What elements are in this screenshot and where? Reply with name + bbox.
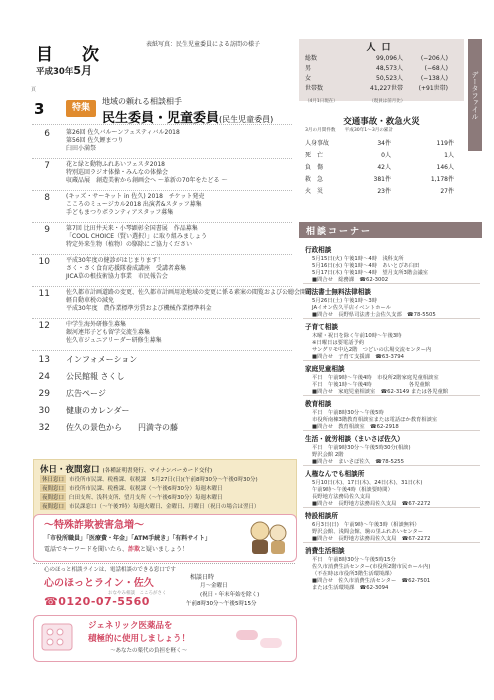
toc-entry-line: こころのミュージカル2018 出演者&スタッフ募集 xyxy=(66,201,202,209)
consult-title: 相談コーナー xyxy=(306,227,373,237)
consult-section-line: ■問合せ 家庭児童相談室 ☎62-3149 または各児童館 xyxy=(312,389,449,395)
consult-section-line: サングリモ中込2階 つどいの広場交流センター内 xyxy=(312,347,432,353)
toc-page-number[interactable]: 6 xyxy=(44,129,50,139)
toc-page-number[interactable]: 9 xyxy=(44,225,50,235)
consult-section-line: 5月26日(土) 午後1時～3時 xyxy=(312,298,378,304)
traffic-column-header: 3月の月間件数 平成30年1～3月の累計 xyxy=(305,128,394,133)
consult-section-title: 行政相談 xyxy=(305,246,332,254)
holiday-row xyxy=(40,484,223,492)
consult-section-line: ■問合せ 長野県司法書士会佐久支部 ☎78-5505 xyxy=(312,312,436,318)
scam-message-pre: 電話でキーワードを聞いたら、 xyxy=(44,546,129,553)
population-cell: 男 xyxy=(305,65,312,72)
toc-page-number[interactable]: 10 xyxy=(38,257,50,267)
heart-line-subtitle: 心のほっと相談ラインは、電話相談のできる窓口です xyxy=(44,567,176,573)
scam-message-post: と疑いましょう！ xyxy=(140,546,189,553)
population-cell: (−138人) xyxy=(420,75,448,82)
toc-entry-line: 第26回 佐久バルーンフェスティバル2018 xyxy=(66,129,180,136)
heart-line-days: 月～金曜日 xyxy=(200,583,228,589)
toc-page-number[interactable]: 24 xyxy=(38,372,50,382)
generic-subtitle: ～あなたの薬代の負担を軽く～ xyxy=(110,648,188,654)
population-note: （4月1日現在） （現員は前月比） xyxy=(305,99,406,104)
divider xyxy=(32,158,292,159)
toc-entry[interactable] xyxy=(66,225,207,249)
holiday-row-value: 市役所市民課、税務課、収税課（～午後6時30分）毎週木曜日 xyxy=(69,486,223,492)
page-title: 目 次 xyxy=(36,45,105,65)
heart-line-exception: (祝日・年末年始を除く) xyxy=(200,592,260,598)
consult-section-line: 午前9時～午後4時（相談要時間） xyxy=(312,487,393,493)
traffic-cell: 死 亡 xyxy=(305,152,324,159)
toc-page-number[interactable]: 32 xyxy=(38,423,50,433)
consult-section-line: 野沢会館、浅間会館、駒の里ふれあいセンター xyxy=(312,529,424,535)
issue-month: 5月 xyxy=(73,64,92,77)
divider xyxy=(303,395,480,396)
toc-entry-line: 平成30年度 農作業標準労賃および機械作業標準料金 xyxy=(66,305,212,313)
consult-section-title: 司法書士無料法律相談 xyxy=(305,288,371,296)
consult-section-title: 生活・就労相談（まいさぽ佐久） xyxy=(305,435,404,443)
consult-section-line: ※日曜日は要電話予約 xyxy=(312,340,365,346)
divider xyxy=(303,360,480,361)
holiday-row xyxy=(40,475,258,483)
population-title: 人口 xyxy=(366,43,397,53)
consult-section-title: 消費生活相談 xyxy=(305,547,345,555)
holiday-row-key: 夜間窓口 xyxy=(42,495,65,501)
consult-section-line: 5月10日(木)、17日(木)、24日(木)、31日(木) xyxy=(312,480,423,486)
toc-entry-line: 特定外来生物（植物）の駆除にご協力ください xyxy=(66,241,193,249)
population-cell: 50,523人 xyxy=(376,75,403,82)
feature-subtitle: 地域の頼れる相談相手 xyxy=(102,97,182,106)
toc-entry-line: 収蔵品展 創造美術から創画会へ ～革新の70年をたどる ～ xyxy=(66,177,228,185)
toc-entry-line: 健康のカレンダー xyxy=(66,406,130,415)
feature-title-paren: (民生児童委員) xyxy=(219,115,274,124)
toc-entry-line: 第7回 比田井天来・小琴顕彰全国書展 作品募集 xyxy=(66,225,198,232)
divider xyxy=(32,350,292,351)
toc-entry-line: 広告ページ xyxy=(66,389,106,398)
traffic-cell: 42人 xyxy=(377,164,391,171)
pill-icon xyxy=(40,620,80,656)
consult-section-line: または生活環境課 ☎62-3094 xyxy=(312,585,389,591)
scam-keywords: 「市役所職員」「医療費・年金」「ATM手続き」「有料サイト」 xyxy=(44,535,211,542)
toc-entry[interactable] xyxy=(66,406,129,417)
toc-entry-line: 公民館報 さくし xyxy=(66,372,125,381)
holiday-row-value: 臼田支所、浅科支所、望月支所（～午後6時30分）毎週木曜日 xyxy=(69,495,223,501)
toc-entry-line: 第56回 佐久鯉まつり xyxy=(66,137,124,145)
consult-section-line: （不在時は市役所3階生活環境課） xyxy=(312,571,395,577)
traffic-cell: 火 災 xyxy=(305,188,324,195)
divider xyxy=(32,286,292,287)
toc-entry-line: 銀河連邦子ども留学交流生募集 xyxy=(66,329,151,337)
toc-entry[interactable] xyxy=(66,423,178,434)
population-cell: 48,573人 xyxy=(376,65,403,72)
consult-section-line: ■問合せ 子育て支援課 ☎63-3794 xyxy=(312,354,405,360)
generic-title-2: 積極的に使用しましょう！ xyxy=(88,634,191,644)
toc-entry-line: 軽自動車税の減免 xyxy=(66,297,115,305)
consult-section-title: 特設相談所 xyxy=(305,512,338,520)
population-row xyxy=(305,73,460,82)
toc-entry-line: 平成30年度の健診がはじまります！ xyxy=(66,257,164,264)
traffic-cell: 負 傷 xyxy=(305,164,324,171)
traffic-row xyxy=(305,174,460,183)
toc-page-number[interactable]: 12 xyxy=(38,321,50,331)
divider xyxy=(32,190,292,191)
consult-section-line: ■問合せ 長野地方法務局佐久支局 ☎67-2272 xyxy=(312,501,431,507)
consult-section-line: 平日 午後1時～午後4時 各児童館 xyxy=(312,382,430,388)
heart-line-hours-label: 相談日時 xyxy=(190,574,215,581)
population-row xyxy=(305,83,460,92)
toc-entry[interactable] xyxy=(66,321,162,345)
toc-entry-line: 中学生海外研修生募集 xyxy=(66,321,127,328)
consult-section-line: 市役所南棟3階教育相談室または電話ほか教育相談室 xyxy=(312,417,438,423)
holiday-row-key: 夜間窓口 xyxy=(42,504,65,510)
toc-entry[interactable] xyxy=(66,129,180,153)
traffic-row xyxy=(305,138,460,147)
traffic-cell: 1人 xyxy=(444,152,454,159)
divider xyxy=(303,465,480,466)
heart-line-reading: おなやみ相談 こころがさく xyxy=(108,591,167,596)
traffic-cell: 人身事故 xyxy=(305,140,330,147)
holiday-note: (各種証明書発行、マイナンバーカード交付) xyxy=(102,468,213,474)
toc-entry[interactable] xyxy=(66,257,186,281)
issue-date xyxy=(36,62,92,78)
traffic-cell: 0人 xyxy=(381,152,391,159)
traffic-cell: 381件 xyxy=(373,176,391,183)
holiday-row xyxy=(40,493,223,501)
consult-section-line: ■問合せ まいさぽ佐久 ☎78-5255 xyxy=(312,459,405,465)
traffic-cell: 23件 xyxy=(377,188,391,195)
issue-year: 平成30年 xyxy=(36,67,74,77)
divider xyxy=(32,254,292,255)
page-column-label: 頁 xyxy=(31,87,37,93)
traffic-cell: 救 急 xyxy=(305,176,324,183)
consult-section-line: ■問合せ 長野地方法務局佐久支局 ☎67-2272 xyxy=(312,536,431,542)
consult-section-line: 長野地方法務局佐久支局 xyxy=(312,494,371,500)
divider xyxy=(303,430,480,431)
generic-title-1: ジェネリック医薬品を xyxy=(88,621,173,631)
population-cell: 99,096人 xyxy=(376,55,403,62)
toc-page-number[interactable]: 30 xyxy=(38,406,50,416)
toc-entry[interactable] xyxy=(66,161,227,185)
consult-section-line: 5月16日(水) 午後1時～4時 あいとぴあ臼田 xyxy=(312,263,420,269)
consult-section-line: 6月3日(日) 午前9時～午後3時（相談無料） xyxy=(312,522,420,528)
scam-title: ～特殊詐欺被害急増～ xyxy=(44,520,144,531)
holiday-title-text: 休日・夜間窓口 xyxy=(40,465,100,475)
consult-section-line: 木曜・祝日を除く午前10時～午後3時 xyxy=(312,333,402,339)
holiday-row xyxy=(40,502,260,510)
consult-section-title: 教育相談 xyxy=(305,400,332,408)
consult-section-line: ■問合せ 佐久市消費生活センター ☎62-7501 xyxy=(312,578,431,584)
traffic-row xyxy=(305,150,460,159)
traffic-cell: 146人 xyxy=(436,164,454,171)
traffic-cell: 119件 xyxy=(436,140,454,147)
consult-section-title: 子育て相談 xyxy=(305,323,338,331)
traffic-title: 交通事故・救急火災 xyxy=(343,117,420,127)
consult-section-line: 野沢会館 2階 xyxy=(312,452,344,458)
toc-entry-line: さく・さく食育応援隊養成講座 受講者募集 xyxy=(66,265,187,273)
consult-section-line: 5月15日(火) 午後1時～4時 浅科支所 xyxy=(312,256,404,262)
heart-line-time: 午前8時30分～午後5時15分 xyxy=(186,601,257,607)
holiday-row-value: 市民課窓口（～午後7時）毎週火曜日、金曜日、月曜日（祝日の場合は翌日） xyxy=(69,504,260,510)
population-cell: 総数 xyxy=(305,55,318,62)
traffic-cell: 1,178件 xyxy=(430,176,454,183)
toc-entry-line: 臼田小満祭 xyxy=(66,145,97,153)
toc-entry[interactable] xyxy=(66,289,312,313)
consult-section-title: 家庭児童相談 xyxy=(305,365,345,373)
toc-entry-line: (キッズ・サーキット in 佐久) 2018 チケット発売 xyxy=(66,193,205,200)
consult-section-title: 人権なんでも相談所 xyxy=(305,470,365,478)
toc-page-number[interactable]: 7 xyxy=(44,161,50,171)
traffic-cell: 27件 xyxy=(440,188,454,195)
toc-entry-line: インフォメーション xyxy=(66,355,138,364)
toc-entry[interactable] xyxy=(66,355,137,366)
toc-entry[interactable] xyxy=(66,193,204,217)
divider xyxy=(32,318,292,319)
consult-section-line: 5月17日(木) 午後1時～4時 望月支所3階会議室 xyxy=(312,270,429,276)
consult-section-line: 平日 午前8時30分～午後5時15分 xyxy=(312,557,396,563)
consult-section-line: 平日 午前8時30分～午後5時 xyxy=(312,410,384,416)
consult-section-line: 平日 午前9時30分～午後5時30分(相談) xyxy=(312,445,411,451)
consult-section-line: JAイオン佐久平店イベントホール xyxy=(312,305,391,311)
toc-entry-line: 佐久の景色から 円満寺の藤 xyxy=(66,423,178,432)
feature-badge: 特集 xyxy=(66,100,96,117)
toc-page-number[interactable]: 13 xyxy=(38,355,50,365)
scam-highlight: 詐欺 xyxy=(128,546,141,553)
capsule-icon xyxy=(232,622,290,656)
heart-line-title: 心のほっとライン・佐久 xyxy=(44,578,154,589)
toc-entry-line: 佐久市ジュニアリーダー研修生募集 xyxy=(66,337,162,345)
traffic-row xyxy=(305,186,460,195)
data-file-tab: データファイル xyxy=(468,39,482,151)
toc-entry-line: JICA草の根技術協力事業 市民報告会 xyxy=(66,273,168,281)
divider xyxy=(303,318,480,319)
toc-entry-line: 佐久都市計画道路の変更、佐久都市計画用途地域の変更に係る素案の閲覧および公聴会開催 xyxy=(66,289,313,296)
traffic-row xyxy=(305,162,460,171)
toc-entry-line: 手どもまつりボランティアスタッフ募集 xyxy=(66,209,174,217)
feature-page-number[interactable]: 3 xyxy=(34,100,45,118)
toc-entry[interactable] xyxy=(66,389,106,400)
consult-section-line: 佐久市消費生活センター(市役所2階市民ホール内) xyxy=(312,564,431,570)
heart-line-phone[interactable]: ☎0120-07-5560 xyxy=(44,595,150,608)
consult-section-line: ■問合せ 教育相談室 ☎62-2918 xyxy=(312,424,399,430)
population-cell: 41,227世帯 xyxy=(370,85,403,92)
population-cell: (+91世帯) xyxy=(418,85,448,92)
divider xyxy=(303,283,480,284)
divider xyxy=(303,542,480,543)
warning-character-icon xyxy=(246,519,290,557)
cover-caption: 表紙写真：民生児童委員による訪問の様子 xyxy=(146,41,261,48)
toc-entry-line: 特別巡回ラジオ体操・みんなの体操会 xyxy=(66,169,169,177)
toc-page-number[interactable]: 11 xyxy=(38,289,50,299)
toc-page-number[interactable]: 8 xyxy=(44,193,50,203)
population-row xyxy=(305,63,460,72)
population-cell: (−206人) xyxy=(420,55,448,62)
traffic-cell: 34件 xyxy=(377,140,391,147)
divider xyxy=(303,507,480,508)
toc-entry[interactable] xyxy=(66,372,125,383)
holiday-row-key: 夜間窓口 xyxy=(42,486,65,492)
divider xyxy=(32,124,292,125)
feature-title-main: 民生委員・児童委員 xyxy=(102,111,220,126)
consult-section-line: 平日 午前9時～午後4時 市役所2階家庭児童相談室 xyxy=(312,375,439,381)
holiday-row-key: 休日窓口 xyxy=(42,477,65,483)
toc-entry-line: 「COOL CHOICE（賢い選択）」に取り組みましょう xyxy=(66,233,208,241)
population-row xyxy=(305,53,460,62)
scam-message xyxy=(44,544,188,553)
holiday-title xyxy=(40,463,212,475)
population-cell: (−68人) xyxy=(424,65,448,72)
divider xyxy=(32,222,292,223)
consult-section-line: ■問合せ 総務課 ☎62-3002 xyxy=(312,277,389,283)
toc-page-number[interactable]: 29 xyxy=(38,389,50,399)
holiday-row-value: 市役所市民課、税務課、収税課 5月27日(日)(午前8時30分～午後0時30分) xyxy=(69,477,258,483)
toc-entry-line: 花と緑と動物ふれあいフェスタ2018 xyxy=(66,161,165,168)
population-cell: 女 xyxy=(305,75,312,82)
population-cell: 世帯数 xyxy=(305,85,324,92)
